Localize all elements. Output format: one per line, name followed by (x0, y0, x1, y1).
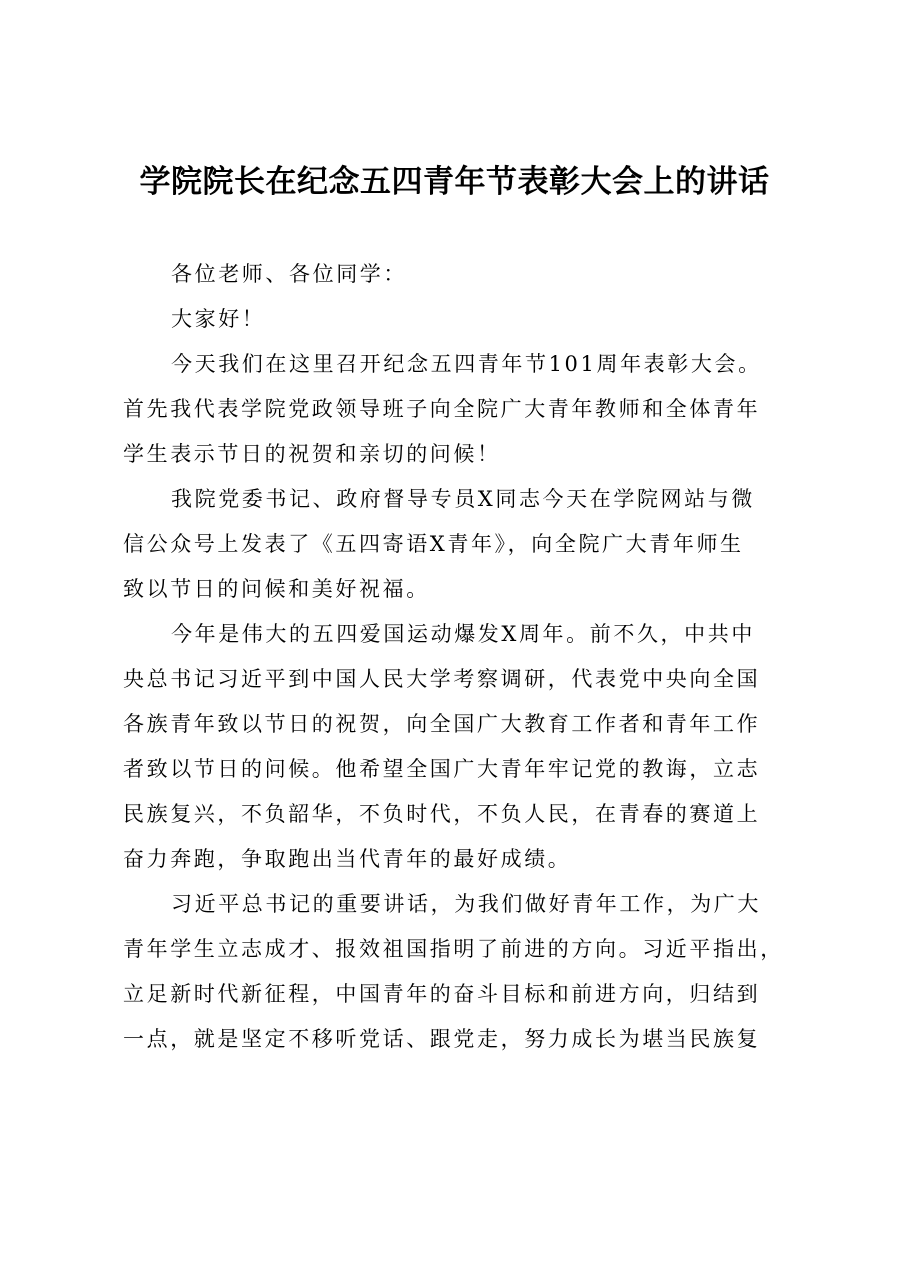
document-title: 学院院长在纪念五四青年节表彰大会上的讲话 (139, 164, 770, 200)
paragraph-line: 央总书记习近平到中国人民大学考察调研，代表党中央向全国 (123, 667, 761, 691)
paragraph-3 (123, 342, 795, 477)
paragraph-line: 今年是伟大的五四爱国运动爆发X周年。前不久，中共中 (171, 622, 755, 646)
paragraph-line: 首先我代表学院党政领导班子向全院广大青年教师和全体青年 (123, 397, 761, 421)
paragraph-line: 者致以节日的问候。他希望全国广大青年牢记党的教诲，立志 (123, 757, 761, 781)
document-body (123, 252, 795, 1062)
paragraph-line: 信公众号上发表了《五四寄语X青年》，向全院广大青年师生 (123, 532, 744, 556)
paragraph-line: 一点，就是坚定不移听党话、跟党走，努力成长为堪当民族复 (123, 1027, 761, 1051)
paragraph-6 (123, 882, 795, 1062)
paragraph-line: 民族复兴，不负韶华，不负时代，不负人民，在青春的赛道上 (123, 802, 761, 826)
paragraph-line: 大家好！ (171, 307, 266, 331)
paragraph-4 (123, 477, 795, 612)
paragraph-line: 青年学生立志成才、报效祖国指明了前进的方向。习近平指出， (123, 937, 784, 961)
paragraph-5 (123, 612, 795, 882)
paragraph-line: 各位老师、各位同学： (171, 262, 407, 286)
paragraph-line: 习近平总书记的重要讲话，为我们做好青年工作，为广大 (171, 892, 761, 916)
paragraph-line: 奋力奔跑，争取跑出当代青年的最好成绩。 (123, 847, 572, 871)
paragraph-line: 我院党委书记、政府督导专员X同志今天在学院网站与微 (171, 487, 755, 511)
paragraph-line: 今天我们在这里召开纪念五四青年节101周年表彰大会。 (171, 352, 762, 376)
paragraph-line: 各族青年致以节日的祝贺，向全国广大教育工作者和青年工作 (123, 712, 761, 736)
paragraph-line: 学生表示节日的祝贺和亲切的问候！ (123, 442, 501, 466)
paragraph-line: 立足新时代新征程，中国青年的奋斗目标和前进方向，归结到 (123, 982, 761, 1006)
paragraph-greeting-1 (123, 252, 795, 297)
paragraph-greeting-2 (123, 297, 795, 342)
paragraph-line: 致以节日的问候和美好祝福。 (123, 577, 430, 601)
